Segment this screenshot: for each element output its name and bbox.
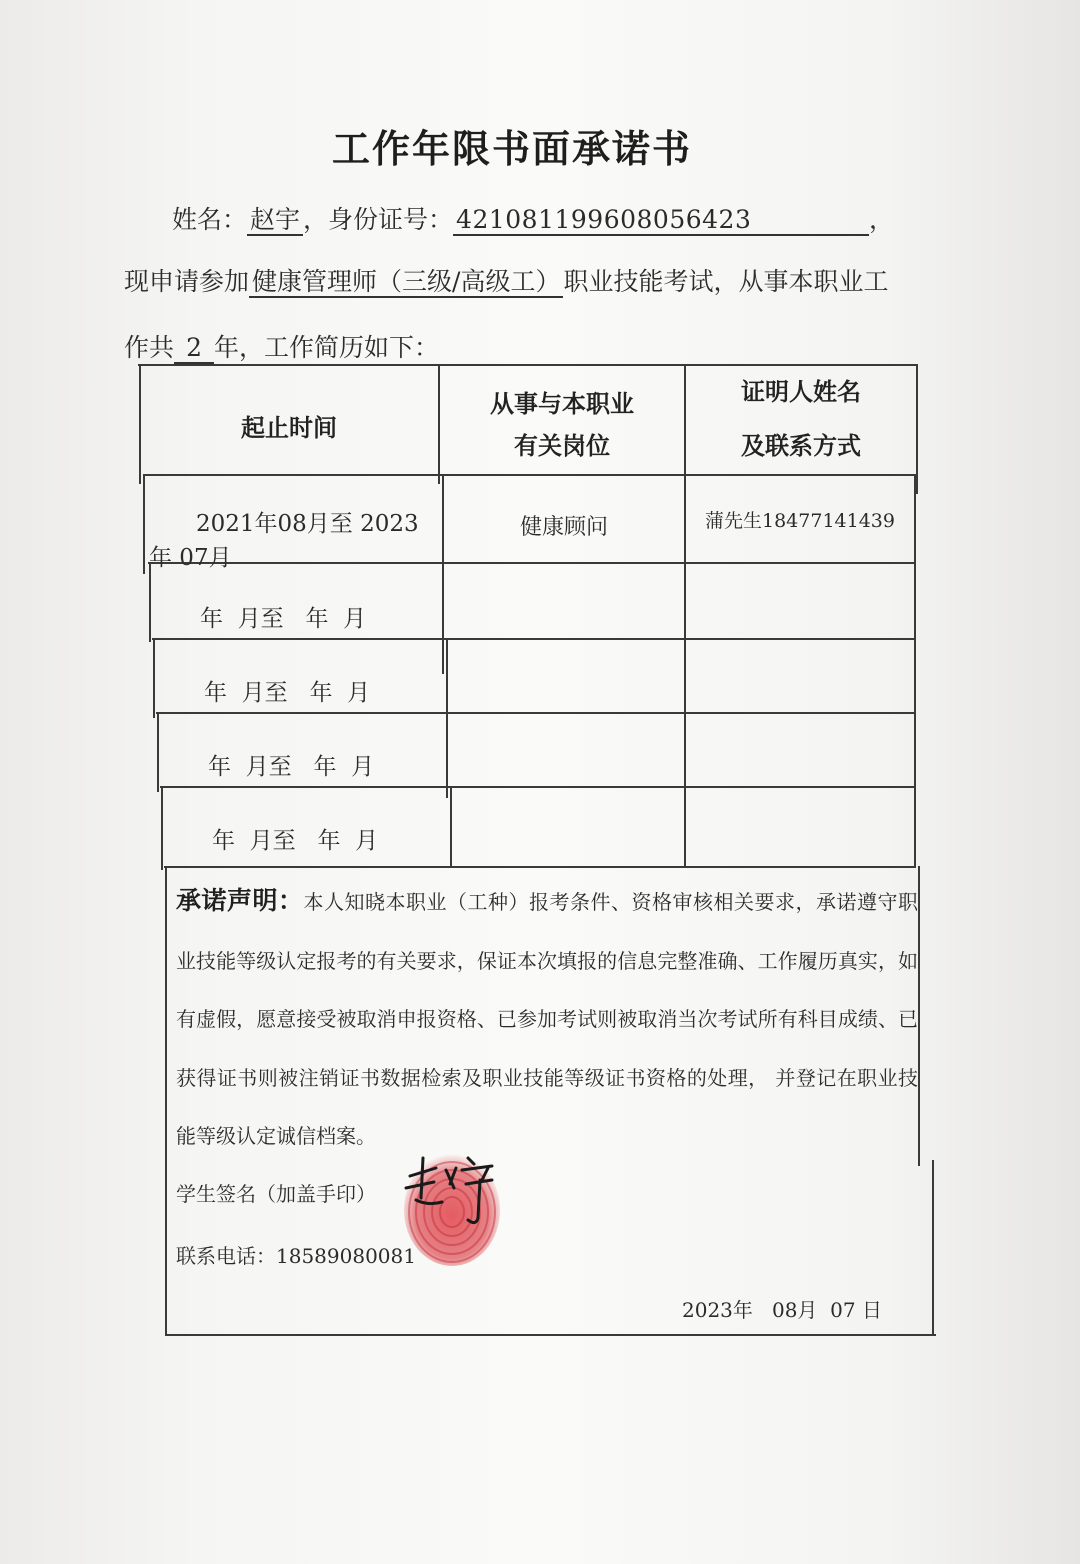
table-border-left — [143, 474, 145, 574]
header-witness-line1: 证明人姓名 — [741, 378, 861, 406]
table-rule — [156, 712, 916, 714]
years-line — [124, 328, 439, 364]
row1-position: 健康顾问 — [519, 515, 608, 540]
name-label: 姓名： — [172, 205, 248, 234]
years-value: 2 — [174, 334, 214, 364]
table-border-right — [916, 364, 918, 494]
pledge-heading: 承诺声明： — [176, 886, 304, 915]
table-rule — [152, 638, 916, 640]
table-border-right — [918, 866, 920, 1166]
row5-period: 年 月至 年 月 — [212, 828, 379, 854]
row4-period: 年 月至 年 月 — [208, 754, 375, 780]
occupation-suffix: 职业技能考试，从事本职业工 — [563, 267, 889, 296]
phone-line — [176, 1240, 416, 1269]
phone-value: 18589080081 — [276, 1244, 416, 1268]
applicant-line — [172, 200, 894, 236]
table-border-left — [161, 786, 163, 870]
header-position-line1: 从事与本职业 — [490, 390, 634, 418]
header-witness-line2: 及联系方式 — [741, 432, 861, 460]
phone-label: 联系电话： — [176, 1244, 276, 1268]
table-border-left — [165, 866, 167, 1336]
signing-date: 2023年 08月 07 日 — [682, 1298, 882, 1322]
row1-period-line2: 年 07月 — [149, 545, 232, 571]
table-border-bottom — [166, 1334, 936, 1336]
header-position-line2: 有关岗位 — [514, 432, 610, 460]
id-number: 421081199608056423 — [453, 206, 869, 236]
column-divider — [442, 474, 444, 674]
table-border-right — [914, 474, 916, 868]
table-rule — [148, 562, 916, 564]
header-period: 起止时间 — [241, 414, 337, 442]
row2-period: 年 月至 年 月 — [200, 606, 367, 632]
years-suffix: 年，工作简历如下： — [214, 333, 440, 362]
column-divider — [446, 638, 448, 798]
occupation-line — [124, 262, 888, 298]
years-prefix: 作共 — [124, 333, 175, 362]
occupation-value: 健康管理师（三级/高级工） — [249, 268, 563, 298]
id-label: ，身份证号： — [303, 205, 454, 234]
column-divider — [450, 786, 452, 868]
row1-period-line1: 2021年08月至 2023 — [196, 511, 419, 537]
table-border-left — [157, 712, 159, 792]
occupation-prefix: 现申请参加 — [124, 267, 250, 296]
row3-period: 年 月至 年 月 — [204, 680, 371, 706]
table-border-left — [153, 638, 155, 718]
name-value: 赵宇 — [247, 206, 303, 236]
table-rule — [160, 786, 916, 788]
table-rule — [164, 866, 916, 868]
table-border-right — [932, 1160, 934, 1336]
table-border-left — [149, 562, 151, 642]
pledge-body: 本人知晓本职业（工种）报考条件、资格审核相关要求，承诺遵守职业技能等级认定报考的有关要求，保证本次填报的信息完整准确、工作履历真实，如有虚假，愿意接受被取消申报资格、已参加考试则被取消当次考试所有科目成绩、已获得证书则被注销证书数据检索及职业技能等级证书资格的处理， 并登记在职业技能等级认定诚信档案。 — [176, 890, 918, 1148]
row1-witness: 蒲先生18477141439 — [705, 510, 895, 532]
document-title: 工作年限书面承诺书 — [331, 127, 692, 171]
pledge-statement — [176, 872, 918, 1166]
signature-label: 学生签名（加盖手印） — [176, 1182, 376, 1206]
table-rule — [144, 474, 918, 476]
id-trailing: ， — [869, 205, 895, 234]
